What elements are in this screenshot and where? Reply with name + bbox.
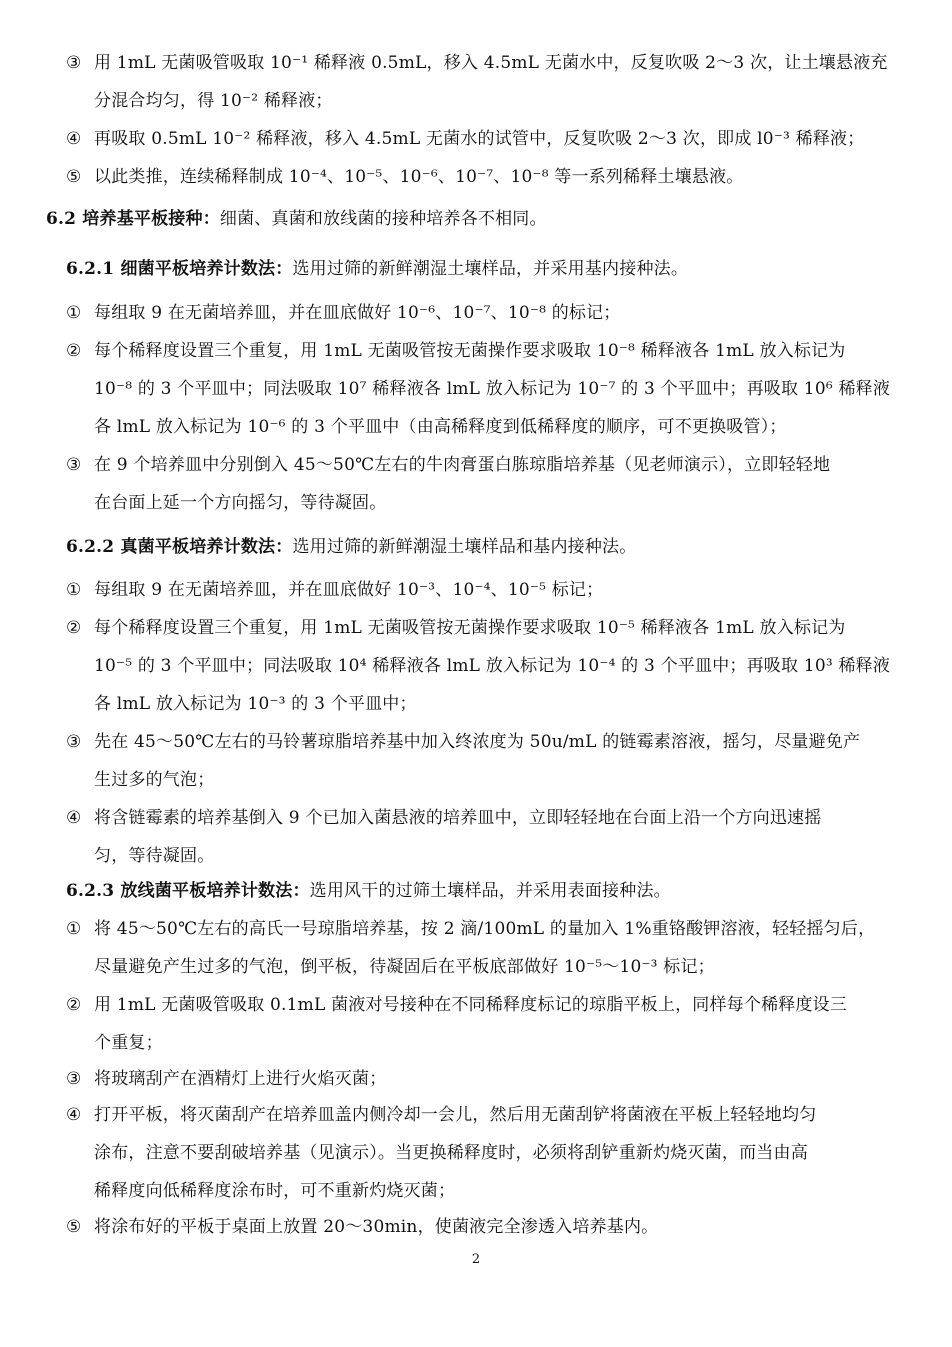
step-line (66, 340, 846, 362)
step-continuation (94, 90, 333, 112)
step-text: 用 1mL 无菌吸管吸取 0.1mL 菌液对号接种在不同稀释度标记的琼脂平板上，同样每个稀释度设三 (94, 995, 848, 1015)
step-number: ② (66, 341, 82, 361)
step-text: 以此类推，连续稀释制成 10⁻⁴、10⁻⁵、10⁻⁶、10⁻⁷、10⁻⁸ 等一系列稀释土壤悬液。 (94, 167, 744, 187)
step-text: 10⁻⁸ 的 3 个平皿中；同法吸取 10⁷ 稀释液各 lmL 放入标记为 10⁻⁷ 的 3 个平皿中；再吸取 10⁶ 稀释液 (94, 379, 891, 399)
step-text: 将含链霉素的培养基倒入 9 个已加入菌悬液的培养皿中，立即轻轻地在台面上沿一个方向迅速摇 (94, 808, 822, 828)
step-number: ③ (66, 455, 82, 475)
subsection-title: 6.2.2 真菌平板培养计数法： (66, 537, 293, 557)
step-continuation (94, 1180, 455, 1202)
step-text: 个重复； (94, 1033, 163, 1053)
step-line (66, 579, 603, 601)
step-number: ① (66, 580, 82, 600)
step-text: 匀，等待凝固。 (94, 846, 215, 866)
step-text: 每组取 9 在无菌培养皿，并在皿底做好 10⁻³、10⁻⁴、10⁻⁵ 标记； (94, 580, 604, 600)
step-number: ③ (66, 53, 82, 73)
step-text: 每个稀释度设置三个重复，用 1mL 无菌吸管按无菌操作要求吸取 10⁻⁸ 稀释液各 1mL 放入标记为 (94, 341, 846, 361)
step-text: 再吸取 0.5mL 10⁻² 稀释液，移入 4.5mL 无菌水的试管中，反复吹吸 2～3 次，即成 l0⁻³ 稀释液； (94, 129, 865, 149)
step-number: ③ (66, 732, 82, 752)
step-line (66, 166, 744, 188)
step-number: ② (66, 618, 82, 638)
step-text: 将 45～50℃左右的高氏一号琼脂培养基，按 2 滴/100mL 的量加入 1%重铬酸钾溶液，轻轻摇匀后， (94, 919, 876, 939)
step-number: ④ (66, 808, 82, 828)
step-line (66, 617, 846, 639)
step-number: ⑤ (66, 1217, 82, 1237)
step-text: 每个稀释度设置三个重复，用 1mL 无菌吸管按无菌操作要求吸取 10⁻⁵ 稀释液各 1mL 放入标记为 (94, 618, 846, 638)
step-line (66, 128, 864, 150)
subsection-heading (66, 258, 688, 280)
step-number: ① (66, 919, 82, 939)
step-text: 各 lmL 放入标记为 10⁻⁶ 的 3 个平皿中（由高稀释度到低稀释度的顺序，可不更换吸管）； (94, 417, 787, 437)
step-continuation (94, 492, 386, 514)
subsection-description: 选用过筛的新鲜潮湿土壤样品和基内接种法。 (292, 537, 637, 557)
step-text: 将玻璃刮产在酒精灯上进行火焰灭菌； (94, 1069, 387, 1089)
subsection-title: 6.2.3 放线菌平板培养计数法： (66, 881, 310, 901)
step-text: 涂布，注意不要刮破培养基（见演示）。当更换稀释度时，必须将刮铲重新灼烧灭菌，而当由高 (94, 1143, 808, 1163)
step-text: 各 lmL 放入标记为 10⁻³ 的 3 个平皿中； (94, 694, 417, 714)
subsection-description: 选用过筛的新鲜潮湿土壤样品，并采用基内接种法。 (292, 259, 689, 279)
step-number: ⑤ (66, 167, 82, 187)
step-number: ① (66, 303, 82, 323)
step-text: 将涂布好的平板于桌面上放置 20～30min，使菌液完全渗透入培养基内。 (94, 1217, 659, 1237)
step-continuation (94, 416, 787, 438)
step-line (66, 454, 830, 476)
step-text: 生过多的气泡； (94, 770, 215, 790)
step-continuation (94, 378, 890, 400)
page-number: 2 (471, 1252, 481, 1267)
step-line (66, 1068, 386, 1090)
step-line (66, 918, 875, 940)
step-line (66, 994, 847, 1016)
step-line (66, 807, 821, 829)
step-text: 打开平板，将灭菌刮产在培养皿盖内侧冷却一会儿，然后用无菌刮铲将菌液在平板上轻轻地均匀 (94, 1105, 817, 1125)
step-line (66, 52, 888, 74)
step-continuation (94, 693, 417, 715)
step-continuation (94, 845, 214, 867)
step-number: ② (66, 995, 82, 1015)
subsection-heading (66, 880, 671, 902)
step-number: ④ (66, 1105, 82, 1125)
step-continuation (94, 1142, 808, 1164)
step-text: 用 1mL 无菌吸管吸取 10⁻¹ 稀释液 0.5mL，移入 4.5mL 无菌水中，反复吹吸 2～3 次，让土壤悬液充 (94, 53, 888, 73)
subsection-heading (66, 536, 636, 558)
step-line (66, 1216, 658, 1238)
section-heading (46, 208, 547, 230)
step-line (66, 731, 860, 753)
step-text: 先在 45～50℃左右的马铃薯琼脂培养基中加入终浓度为 50u/mL 的链霉素溶液，摇匀，尽量避免产 (94, 732, 861, 752)
subsection-title: 6.2.1 细菌平板培养计数法： (66, 259, 293, 279)
step-text: 稀释度向低稀释度涂布时，可不重新灼烧灭菌； (94, 1181, 456, 1201)
step-continuation (94, 655, 890, 677)
step-number: ④ (66, 129, 82, 149)
section-description: 细菌、真菌和放线菌的接种培养各不相同。 (219, 209, 547, 229)
step-text: 每组取 9 在无菌培养皿，并在皿底做好 10⁻⁶、10⁻⁷、10⁻⁸ 的标记； (94, 303, 621, 323)
step-text: 尽量避免产生过多的气泡，倒平板，待凝固后在平板底部做好 10⁻⁵～10⁻³ 标记； (94, 957, 715, 977)
step-continuation (94, 769, 214, 791)
step-continuation (94, 1032, 163, 1054)
step-line (66, 1104, 816, 1126)
subsection-description: 选用风干的过筛土壤样品，并采用表面接种法。 (309, 881, 671, 901)
step-continuation (94, 956, 715, 978)
step-line (66, 302, 621, 324)
section-title: 6.2 培养基平板接种： (46, 209, 220, 229)
step-number: ③ (66, 1069, 82, 1089)
step-text: 在台面上延一个方向摇匀，等待凝固。 (94, 493, 387, 513)
step-text: 在 9 个培养皿中分别倒入 45～50℃左右的牛肉膏蛋白胨琼脂培养基（见老师演示），立即轻轻地 (94, 455, 831, 475)
step-text: 10⁻⁵ 的 3 个平皿中；同法吸取 10⁴ 稀释液各 lmL 放入标记为 10⁻⁴ 的 3 个平皿中；再吸取 10³ 稀释液 (94, 656, 891, 676)
step-text: 分混合均匀，得 10⁻² 稀释液； (94, 91, 333, 111)
